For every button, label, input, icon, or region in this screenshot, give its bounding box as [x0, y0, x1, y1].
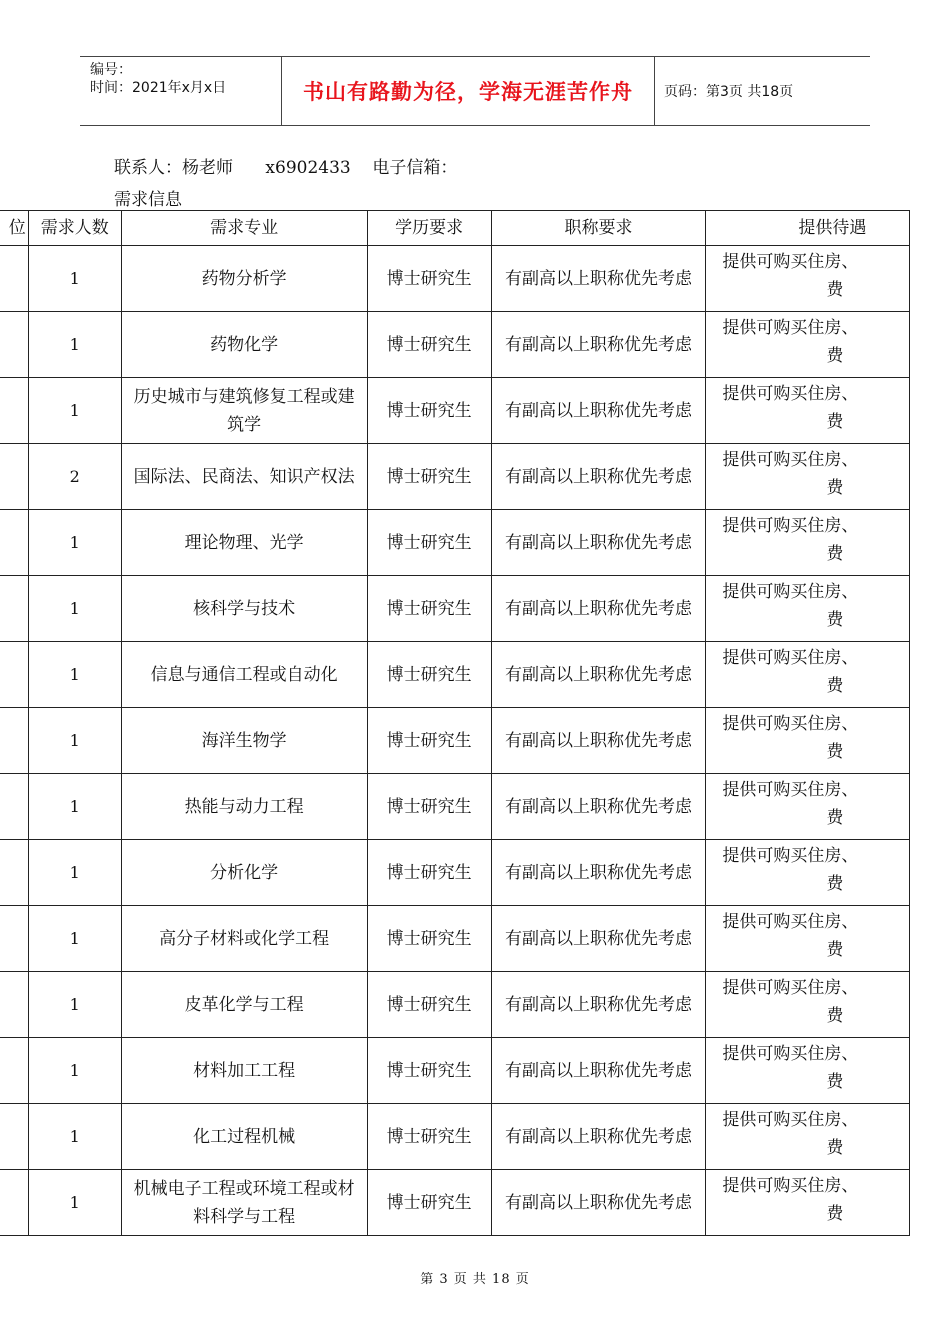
section-title: 需求信息 — [114, 190, 182, 210]
benefit-line-2: 费 — [826, 544, 844, 564]
header-page-code: 页码：第3页 共18页 — [664, 84, 794, 100]
unit-cell — [0, 378, 28, 444]
degree-cell: 博士研究生 — [367, 510, 491, 576]
title-cell: 有副高以上职称优先考虑 — [491, 840, 706, 906]
count-cell: 1 — [28, 1104, 121, 1170]
count-cell: 1 — [28, 906, 121, 972]
table-row — [0, 378, 910, 444]
benefit-line-2: 费 — [826, 1072, 844, 1092]
table-row — [0, 774, 910, 840]
major-cell: 核科学与技术 — [121, 576, 367, 642]
major-cell: 国际法、民商法、知识产权法 — [121, 444, 367, 510]
table-row — [0, 1038, 910, 1104]
table-row — [0, 840, 910, 906]
unit-cell — [0, 1170, 28, 1236]
count-cell: 1 — [28, 972, 121, 1038]
title-cell: 有副高以上职称优先考虑 — [491, 510, 706, 576]
table-row — [0, 576, 910, 642]
title-cell: 有副高以上职称优先考虑 — [491, 1038, 706, 1104]
benefit-line-2: 费 — [826, 280, 844, 300]
table-row — [0, 444, 910, 510]
table-row — [0, 906, 910, 972]
benefit-line-1: 提供可购买住房、 — [722, 978, 859, 998]
benefit-line-2: 费 — [826, 610, 844, 630]
unit-cell — [0, 576, 28, 642]
benefit-line-1: 提供可购买住房、 — [722, 252, 859, 272]
degree-cell: 博士研究生 — [367, 708, 491, 774]
degree-cell: 博士研究生 — [367, 1170, 491, 1236]
major-cell: 高分子材料或化学工程 — [121, 906, 367, 972]
title-cell: 有副高以上职称优先考虑 — [491, 444, 706, 510]
title-cell: 有副高以上职称优先考虑 — [491, 972, 706, 1038]
count-cell: 1 — [28, 840, 121, 906]
header-degree: 学历要求 — [367, 211, 491, 246]
benefit-line-2: 费 — [826, 1204, 844, 1224]
title-cell: 有副高以上职称优先考虑 — [491, 1170, 706, 1236]
degree-cell: 博士研究生 — [367, 444, 491, 510]
header-count: 需求人数 — [28, 211, 121, 246]
benefit-cell — [706, 444, 910, 510]
major-cell: 机械电子工程或环境工程或材料科学与工程 — [121, 1170, 367, 1236]
title-cell: 有副高以上职称优先考虑 — [491, 708, 706, 774]
benefit-line-2: 费 — [826, 940, 844, 960]
benefit-line-2: 费 — [826, 874, 844, 894]
count-cell: 1 — [28, 1038, 121, 1104]
header-unit: 位 — [0, 211, 28, 246]
benefit-line-2: 费 — [826, 1006, 844, 1026]
major-cell: 药物化学 — [121, 312, 367, 378]
major-cell: 热能与动力工程 — [121, 774, 367, 840]
title-cell: 有副高以上职称优先考虑 — [491, 312, 706, 378]
table-header-row — [0, 211, 910, 246]
table-row — [0, 972, 910, 1038]
header-divider — [654, 57, 655, 125]
benefit-line-2: 费 — [826, 412, 844, 432]
unit-cell — [0, 642, 28, 708]
benefit-line-1: 提供可购买住房、 — [722, 1176, 859, 1196]
benefit-line-1: 提供可购买住房、 — [722, 648, 859, 668]
unit-cell — [0, 510, 28, 576]
benefit-line-1: 提供可购买住房、 — [722, 912, 859, 932]
header-meta — [90, 61, 280, 97]
document-header — [80, 56, 870, 126]
number-label: 编号： — [90, 62, 132, 78]
table-row — [0, 510, 910, 576]
degree-cell: 博士研究生 — [367, 840, 491, 906]
unit-cell — [0, 1104, 28, 1170]
major-cell: 信息与通信工程或自动化 — [121, 642, 367, 708]
header-motto: 书山有路勤为径，学海无涯苦作舟 — [303, 79, 633, 104]
benefit-cell — [706, 246, 910, 312]
degree-cell: 博士研究生 — [367, 774, 491, 840]
benefit-cell — [706, 1170, 910, 1236]
unit-cell — [0, 312, 28, 378]
table-body — [0, 246, 910, 1236]
benefit-cell — [706, 576, 910, 642]
table-row — [0, 312, 910, 378]
degree-cell: 博士研究生 — [367, 642, 491, 708]
benefit-line-1: 提供可购买住房、 — [722, 846, 859, 866]
major-cell: 理论物理、光学 — [121, 510, 367, 576]
title-cell: 有副高以上职称优先考虑 — [491, 378, 706, 444]
benefit-cell — [706, 1104, 910, 1170]
benefit-line-2: 费 — [826, 808, 844, 828]
title-cell: 有副高以上职称优先考虑 — [491, 774, 706, 840]
benefit-line-1: 提供可购买住房、 — [722, 1110, 859, 1130]
degree-cell: 博士研究生 — [367, 312, 491, 378]
page-footer: 第 3 页 共 18 页 — [420, 1272, 530, 1287]
benefit-line-1: 提供可购买住房、 — [722, 318, 859, 338]
unit-cell — [0, 246, 28, 312]
major-cell: 药物分析学 — [121, 246, 367, 312]
count-cell: 1 — [28, 246, 121, 312]
unit-cell — [0, 708, 28, 774]
benefit-line-1: 提供可购买住房、 — [722, 1044, 859, 1064]
major-cell: 材料加工工程 — [121, 1038, 367, 1104]
header-major: 需求专业 — [121, 211, 367, 246]
count-cell: 1 — [28, 576, 121, 642]
title-cell: 有副高以上职称优先考虑 — [491, 642, 706, 708]
count-cell: 1 — [28, 312, 121, 378]
benefit-line-1: 提供可购买住房、 — [722, 450, 859, 470]
time-label: 时间：2021年x月x日 — [90, 80, 227, 96]
degree-cell: 博士研究生 — [367, 246, 491, 312]
benefit-cell — [706, 840, 910, 906]
benefit-line-1: 提供可购买住房、 — [722, 780, 859, 800]
degree-cell: 博士研究生 — [367, 972, 491, 1038]
benefit-cell — [706, 1038, 910, 1104]
degree-cell: 博士研究生 — [367, 1038, 491, 1104]
benefit-line-1: 提供可购买住房、 — [722, 384, 859, 404]
benefit-line-1: 提供可购买住房、 — [722, 582, 859, 602]
benefit-cell — [706, 774, 910, 840]
count-cell: 1 — [28, 774, 121, 840]
benefit-cell — [706, 642, 910, 708]
unit-cell — [0, 972, 28, 1038]
benefit-line-2: 费 — [826, 1138, 844, 1158]
contact-line: 联系人：杨老师 x6902433 电子信箱： — [114, 158, 458, 178]
header-title: 职称要求 — [491, 211, 706, 246]
benefit-cell — [706, 708, 910, 774]
count-cell: 1 — [28, 1170, 121, 1236]
count-cell: 1 — [28, 510, 121, 576]
title-cell: 有副高以上职称优先考虑 — [491, 906, 706, 972]
benefit-line-2: 费 — [826, 676, 844, 696]
benefit-line-2: 费 — [826, 478, 844, 498]
table-row — [0, 642, 910, 708]
benefit-cell — [706, 510, 910, 576]
unit-cell — [0, 774, 28, 840]
title-cell: 有副高以上职称优先考虑 — [491, 1104, 706, 1170]
benefit-cell — [706, 378, 910, 444]
benefit-cell — [706, 972, 910, 1038]
unit-cell — [0, 1038, 28, 1104]
major-cell: 历史城市与建筑修复工程或建筑学 — [121, 378, 367, 444]
major-cell: 皮革化学与工程 — [121, 972, 367, 1038]
benefit-line-1: 提供可购买住房、 — [722, 714, 859, 734]
benefit-line-1: 提供可购买住房、 — [722, 516, 859, 536]
benefit-line-2: 费 — [826, 742, 844, 762]
unit-cell — [0, 906, 28, 972]
major-cell: 化工过程机械 — [121, 1104, 367, 1170]
demand-table — [0, 210, 910, 1236]
benefit-cell — [706, 312, 910, 378]
table-row — [0, 1104, 910, 1170]
degree-cell: 博士研究生 — [367, 1104, 491, 1170]
table-row — [0, 1170, 910, 1236]
major-cell: 分析化学 — [121, 840, 367, 906]
unit-cell — [0, 444, 28, 510]
degree-cell: 博士研究生 — [367, 906, 491, 972]
degree-cell: 博士研究生 — [367, 576, 491, 642]
unit-cell — [0, 840, 28, 906]
table-row — [0, 246, 910, 312]
count-cell: 2 — [28, 444, 121, 510]
benefit-cell — [706, 906, 910, 972]
table-row — [0, 708, 910, 774]
degree-cell: 博士研究生 — [367, 378, 491, 444]
count-cell: 1 — [28, 378, 121, 444]
header-benefit: 提供待遇 — [706, 211, 910, 246]
count-cell: 1 — [28, 708, 121, 774]
major-cell: 海洋生物学 — [121, 708, 367, 774]
count-cell: 1 — [28, 642, 121, 708]
title-cell: 有副高以上职称优先考虑 — [491, 576, 706, 642]
title-cell: 有副高以上职称优先考虑 — [491, 246, 706, 312]
benefit-line-2: 费 — [826, 346, 844, 366]
